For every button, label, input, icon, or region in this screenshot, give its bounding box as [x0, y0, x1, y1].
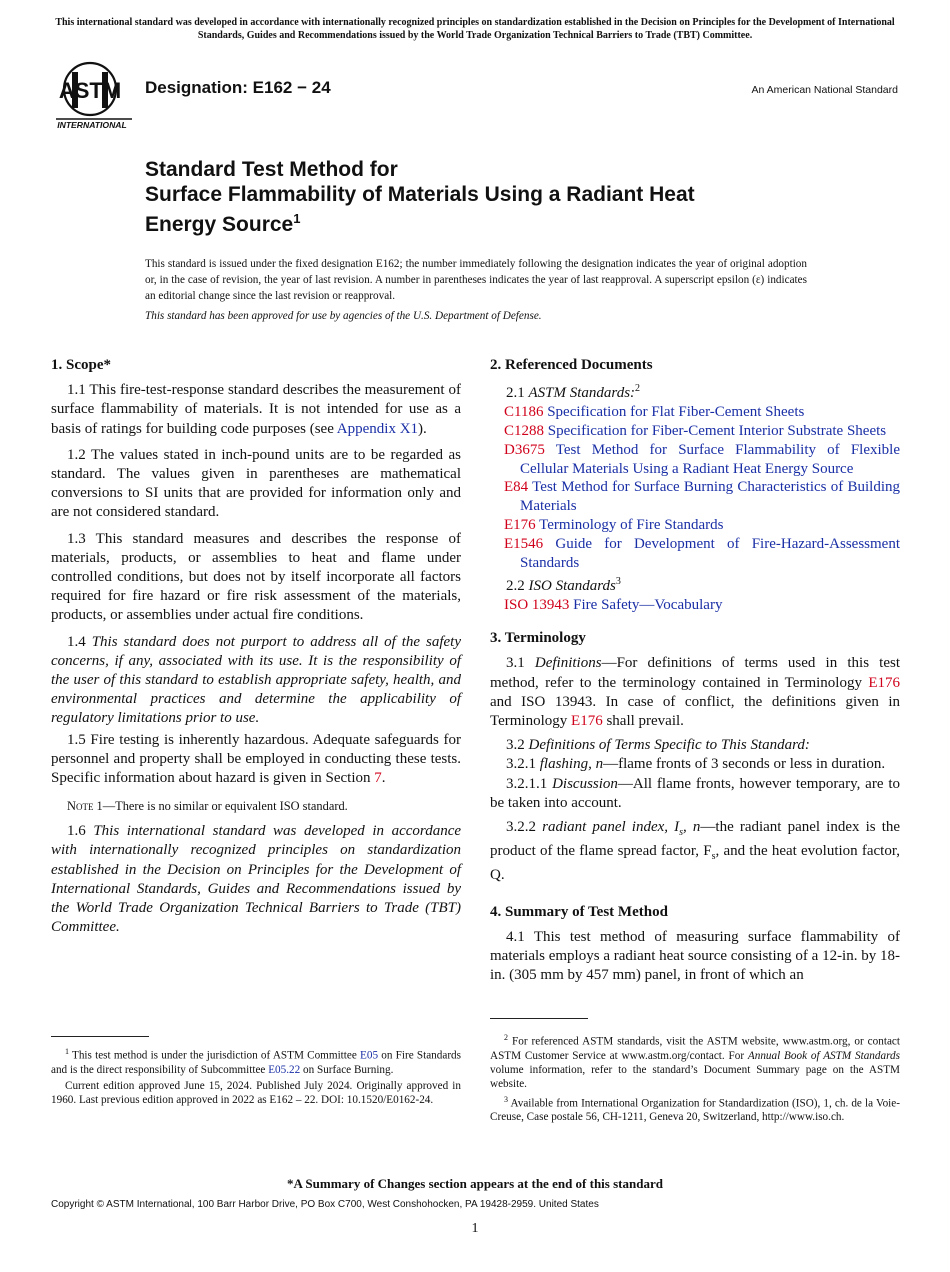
ref-item[interactable]	[490, 422, 900, 441]
para-1-5-text: 1.5 Fire testing is inherently hazardous. Adequate safeguards for personnel and property shall be employed in conducting these tests. Specific information about hazard is given in Section	[51, 731, 461, 787]
para-3-2-1-1	[490, 775, 900, 813]
iso-label-title: ISO Standards	[528, 578, 616, 595]
footnotes-left	[51, 1045, 461, 1109]
para-3-2	[490, 736, 900, 755]
section-2-heading: 2. Referenced Documents	[490, 357, 653, 373]
para-3-2-num: 3.2	[506, 737, 529, 754]
ref-item-iso-13943[interactable]	[490, 596, 900, 615]
fn3-mark: 3	[504, 1094, 508, 1104]
ref-code: D3675	[504, 441, 545, 458]
ref-code: E1546	[504, 535, 544, 552]
para-3-1	[490, 654, 900, 731]
ref-item[interactable]	[490, 403, 900, 422]
section-7-link[interactable]: 7	[374, 770, 382, 787]
para-3-2-2-term: radiant panel index,	[542, 819, 675, 835]
e05-22-link[interactable]: E05.22	[268, 1063, 301, 1076]
para-1-4-num: 1.4	[67, 633, 92, 650]
para-1-4-text: This standard does not purport to address all of the safety concerns, if any, associated with its use. It is the responsibility of the user of this standard to establish appropriate safety, health, and environmental practices and determine the applicability of regulatory limitations prior to use.	[51, 633, 462, 727]
ref-code: ISO 13943	[504, 597, 570, 614]
para-3-2-1-1-num: 3.2.1.1	[506, 775, 553, 792]
fn1-text-a: This test method is under the jurisdiction of ASTM Committee	[69, 1049, 361, 1062]
astm-label-title: ASTM Standards:	[528, 385, 636, 402]
fn1-mark: 1	[65, 1047, 69, 1056]
para-1-2: 1.2 The values stated in inch-pound units are to be regarded as standard. The values given in parentheses are mathematical conversions to SI units that are provided for information only and are not considered standard.	[51, 446, 461, 521]
ref-title: Guide for Development of Fire-Hazard-Assessment Standards	[520, 535, 900, 571]
right-column	[490, 356, 900, 992]
issuance-statement: This standard is issued under the fixed designation E162; the number immediately following the designation indicates the year of original adoption or, in the case of revision, the year of last revision. A number in parentheses indicates the year of last reapproval. A superscript epsilon (ε) indicates an editorial change since the last revision or reapproval.	[145, 258, 807, 302]
para-3-2-1-num: 3.2.1	[506, 756, 540, 773]
para-1-5	[51, 731, 461, 789]
para-3-2-text: Definitions of Terms Specific to This Standard:	[528, 737, 810, 754]
para-1-5-end: .	[381, 770, 386, 787]
iso-standards-label	[506, 572, 900, 596]
para-3-2-2-text-b: , and the heat evolution factor, Q.	[490, 843, 900, 884]
section-4-heading: 4. Summary of Test Method	[490, 903, 668, 920]
iso-footnote-mark: 3	[615, 576, 621, 588]
ref-title: Specification for Fiber-Cement Interior Substrate Sheets	[547, 423, 887, 439]
logo-text: ASTM	[58, 78, 122, 103]
fn2-text-b: volume information, refer to the standard’s Document Summary page on the ASTM website.	[490, 1063, 900, 1090]
para-3-2-2-n: , n	[683, 819, 701, 835]
document-title	[145, 158, 845, 238]
title-line-2: Surface Flammability of Materials Using a Radiant Heat	[145, 182, 695, 206]
note-label: Note	[67, 799, 94, 814]
astm-logo-graphic	[54, 58, 134, 130]
para-3-1-text-c: shall prevail.	[602, 712, 684, 729]
para-3-2-2-num: 3.2.2	[506, 819, 543, 835]
title-line-1: Standard Test Method for	[145, 158, 398, 181]
para-3-2-2-symbol: I	[674, 819, 680, 835]
page-number: 1	[471, 1221, 479, 1236]
referenced-standards-list	[490, 403, 900, 572]
copyright: Copyright © ASTM International, 100 Barr Harbor Drive, PO Box C700, West Conshohocken, PA 19428-2959. United States	[51, 1199, 599, 1210]
astm-label-num: 2.1	[506, 385, 529, 402]
title-line-3-text: Energy Source	[145, 213, 294, 236]
astm-logo	[54, 58, 134, 130]
ref-item[interactable]	[490, 516, 900, 535]
para-4-1: 4.1 This test method of measuring surface flammability of materials employs a radiant heat source consisting of a 12-in. by 18-in. (305 mm by 457 mm) panel, in front of which an	[490, 928, 900, 984]
ref-code: C1186	[504, 404, 544, 421]
fn1-text-c: on Surface Burning.	[300, 1063, 394, 1076]
ref-title: Terminology of Fire Standards	[539, 516, 724, 533]
designation: Designation: E162 − 24	[145, 78, 331, 97]
footnote-1	[51, 1045, 461, 1077]
para-1-6-text: This international standard was developed in accordance with internationally recognized principles on standardization established in the Decision on Principles for the Development of International Standards, Guides and Recommendations issued by the World Trade Organization Technical Barriers to Trade (TBT) Committee.	[51, 823, 462, 936]
section-3-heading: 3. Terminology	[490, 630, 586, 647]
para-1-1	[51, 381, 461, 439]
para-1-3: 1.3 This standard measures and describes the response of materials, products, or assemblies to heat and flame under controlled conditions, but does not by itself incorporate all factors required for fire hazard or fire risk assessment of the materials, products, or assemblies under actual fire conditions.	[51, 530, 461, 624]
para-3-2-2-text-a: —the radiant panel index is the product of the flame spread factor, F	[490, 819, 901, 860]
fn2-italic: Annual Book of ASTM Standards	[747, 1049, 900, 1062]
para-3-2-1-1-term: Discussion	[552, 775, 618, 792]
para-1-4	[51, 633, 461, 729]
ref-item[interactable]	[490, 478, 900, 516]
note-text: 1—There is no similar or equivalent ISO standard.	[93, 799, 348, 814]
dod-approval: This standard has been approved for use by agencies of the U.S. Department of Defense.	[145, 310, 542, 322]
footnote-rule-left	[51, 1036, 149, 1037]
para-3-2-1-text: —flame fronts of 3 seconds or less in duration.	[603, 756, 886, 773]
ref-title: Specification for Flat Fiber-Cement Sheets	[547, 404, 805, 421]
e176-link-1[interactable]: E176	[868, 674, 900, 691]
para-3-2-2	[490, 818, 900, 886]
ref-item[interactable]	[490, 535, 900, 573]
para-3-2-2-subscript: s	[679, 827, 684, 838]
fn2-text-a: For referenced ASTM standards, visit the ASTM website, www.astm.org, or contact ASTM Customer Service at www.astm.org/contact. For	[490, 1035, 900, 1062]
ref-code: C1288	[504, 423, 545, 439]
astm-footnote-mark: 2	[635, 383, 641, 395]
ref-title: Test Method for Surface Burning Characteristics of Building Materials	[520, 479, 900, 515]
tbt-notice: This international standard was developed in accordance with internationally recognized principles on standardization established in the Decision on Principles for the Development of International Standards, Guides and Recommendations issued by the World Trade Organization Technical Barriers to Trade (TBT) Committee.	[55, 17, 895, 41]
ref-title: Fire Safety—Vocabulary	[573, 597, 723, 614]
para-3-2-1-term: flashing, n	[539, 756, 604, 773]
astm-standards-label	[506, 379, 900, 403]
para-1-1-text: 1.1 This fire-test-response standard describes the measurement of surface flammability of materials. It is not intended for use as a basis of ratings for building code purposes (see	[51, 382, 461, 437]
ref-title: Test Method for Surface Flammability of Flexible Cellular Materials Using a Radiant Heat Energy Source	[520, 441, 900, 477]
e05-link[interactable]: E05	[360, 1049, 379, 1062]
para-3-1-text-b: and ISO 13943. In case of conflict, the definitions given in Terminology	[490, 693, 900, 729]
section-1-heading: 1. Scope*	[51, 357, 111, 373]
national-standard-label: An American National Standard	[751, 84, 898, 96]
fn3-text: Available from International Organization for Standardization (ISO), 1, ch. de la Voie-Creuse, Case postale 56, CH-1211, Geneva 20, Switzerland, http://www.iso.ch.	[490, 1097, 900, 1124]
title-footnote-mark: 1	[293, 211, 301, 226]
summary-of-changes-note: *A Summary of Changes section appears at the end of this standard	[287, 1176, 663, 1191]
e176-link-2[interactable]: E176	[571, 712, 603, 729]
para-3-1-text-a: —For definitions of terms used in this test method, refer to the terminology contained in Terminology	[490, 655, 901, 691]
para-1-6-num: 1.6	[67, 823, 94, 840]
fn1-text-b: on Fire Standards and is the direct responsibility of Subcommittee	[51, 1049, 461, 1076]
para-3-1-term: Definitions	[534, 655, 602, 672]
para-1-6	[51, 822, 461, 937]
ref-code: E176	[504, 516, 536, 533]
para-3-2-1-1-text: —All flame fronts, however temporary, are to be taken into account.	[490, 775, 900, 811]
ref-code: E84	[504, 479, 529, 496]
footnote-3	[490, 1093, 900, 1125]
logo-subtext: INTERNATIONAL	[57, 120, 127, 130]
para-1-1-end: ).	[418, 420, 427, 437]
footnote-rule-right	[490, 1018, 588, 1019]
footnote-1-edition: Current edition approved June 15, 2024. Published July 2024. Originally approved in 1960. Last previous edition approved in 2022 as E162 – 22. DOI: 10.1520/E0162-24.	[51, 1079, 461, 1106]
footnote-2	[490, 1031, 900, 1091]
para-3-1-num: 3.1	[506, 655, 535, 672]
note-1	[51, 798, 461, 814]
para-3-2-1	[490, 755, 900, 774]
fn2-mark: 2	[504, 1033, 508, 1042]
footnotes-right	[490, 1031, 900, 1126]
ref-item[interactable]	[490, 441, 900, 479]
fs-subscript: s	[711, 851, 716, 863]
appendix-x1-link[interactable]: Appendix X1	[336, 420, 419, 437]
iso-label-num: 2.2	[506, 578, 529, 595]
title-line-3	[145, 207, 845, 238]
left-column	[51, 356, 461, 944]
